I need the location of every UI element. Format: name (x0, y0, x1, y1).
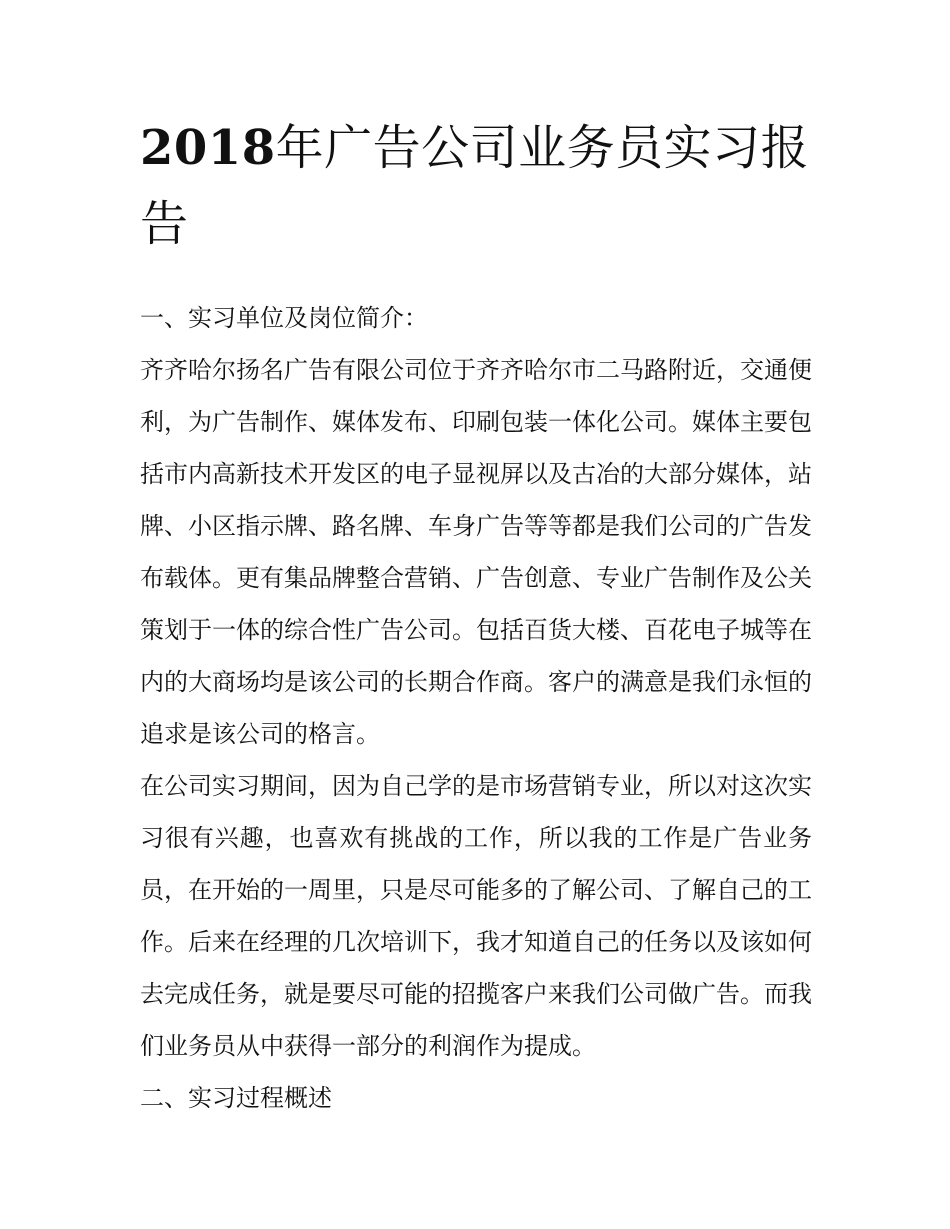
paragraph-internship-work: 在公司实习期间，因为自己学的是市场营销专业，所以对这次实习很有兴趣，也喜欢有挑战的工作，所以我的工作是广告业务员，在开始的一周里，只是尽可能多的了解公司、了解自己的工作。后来在经理的几次培训下，我才知道自己的任务以及该如何去完成任务，就是要尽可能的招揽客户来我们公司做广告。而我们业务员从中获得一部分的利润作为提成。 (140, 772, 812, 1060)
document-title (140, 110, 812, 262)
title-text: 年广告公司业务员实习报告 (140, 120, 810, 252)
document-body (140, 110, 812, 1124)
paragraph-company-intro: 齐齐哈尔扬名广告有限公司位于齐齐哈尔市二马路附近，交通便利，为广告制作、媒体发布、印刷包装一体化公司。媒体主要包括市内高新技术开发区的电子显视屏以及古冶的大部分媒体，站牌、小区指示牌、路名牌、车身广告等等都是我们公司的广告发布载体。更有集品牌整合营销、广告创意、专业广告制作及公关策划于一体的综合性广告公司。包括百货大楼、百花电子城等在内的大商场均是该公司的长期合作商。客户的满意是我们永恒的追求是该公司的格言。 (140, 356, 812, 748)
section-heading-2: 二、实习过程概述 (140, 1084, 332, 1112)
section-heading-1: 一、实习单位及岗位简介： (140, 304, 428, 332)
title-year: 2018 (140, 120, 276, 176)
